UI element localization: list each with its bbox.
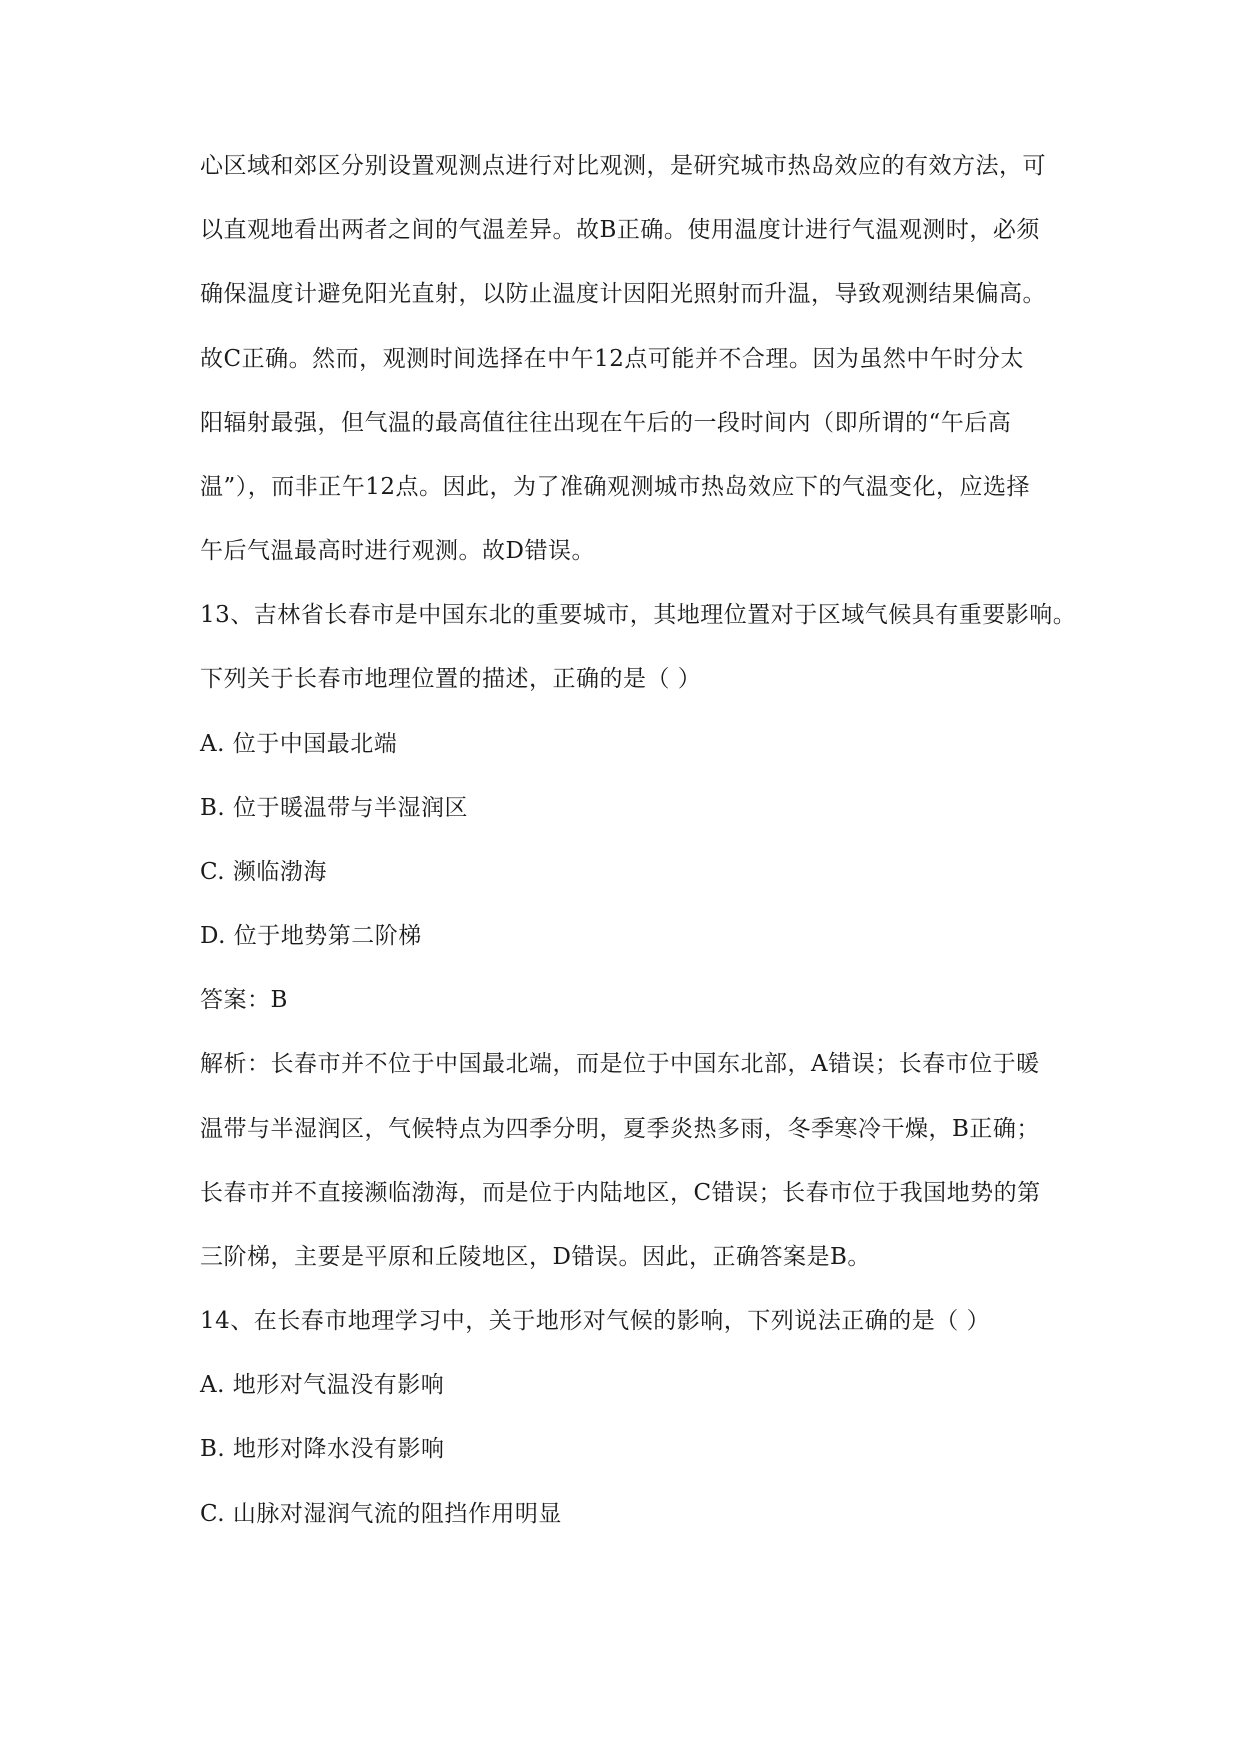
paragraph-line-5: 阳辐射最强，但气温的最高值往往出现在午后的一段时间内（即所谓的“午后高 — [200, 410, 1012, 436]
question-13-option-b: B. 位于暖温带与半湿润区 — [200, 795, 469, 821]
question-14-stem: 14、在长春市地理学习中，关于地形对气候的影响，下列说法正确的是（ ） — [200, 1308, 991, 1334]
paragraph-line-4: 故C正确。然而，观测时间选择在中午12点可能并不合理。因为虽然中午时分太 — [200, 346, 1024, 372]
question-13-explanation-line-3: 长春市并不直接濒临渤海，而是位于内陆地区，C错误；长春市位于我国地势的第 — [200, 1180, 1041, 1206]
question-13-answer: 答案：B — [200, 987, 288, 1013]
question-13-stem-line-1: 13、吉林省长春市是中国东北的重要城市，其地理位置对于区域气候具有重要影响。 — [200, 602, 1077, 628]
paragraph-line-1: 心区域和郊区分别设置观测点进行对比观测，是研究城市热岛效应的有效方法，可 — [200, 153, 1046, 179]
question-13-explanation-line-1: 解析：长春市并不位于中国最北端，而是位于中国东北部，A错误；长春市位于暖 — [200, 1051, 1040, 1077]
question-13-option-d: D. 位于地势第二阶梯 — [200, 923, 422, 949]
question-13-stem-line-2: 下列关于长春市地理位置的描述，正确的是（ ） — [200, 666, 702, 692]
paragraph-line-3: 确保温度计避免阳光直射，以防止温度计因阳光照射而升温，导致观测结果偏高。 — [200, 281, 1046, 307]
question-13-option-c: C. 濒临渤海 — [200, 859, 327, 885]
question-13-explanation-line-2: 温带与半湿润区，气候特点为四季分明，夏季炎热多雨，冬季寒冷干燥，B正确； — [200, 1116, 1040, 1142]
question-14-option-c: C. 山脉对湿润气流的阻挡作用明显 — [200, 1501, 562, 1527]
paragraph-line-6: 温”），而非正午12点。因此，为了准确观测城市热岛效应下的气温变化，应选择 — [200, 474, 1031, 500]
question-13-option-a: A. 位于中国最北端 — [200, 731, 398, 757]
question-14-option-a: A. 地形对气温没有影响 — [200, 1372, 445, 1398]
question-14-option-b: B. 地形对降水没有影响 — [200, 1436, 445, 1462]
question-13-explanation-line-4: 三阶梯，主要是平原和丘陵地区，D错误。因此，正确答案是B。 — [200, 1244, 871, 1270]
paragraph-line-7: 午后气温最高时进行观测。故D错误。 — [200, 538, 595, 564]
paragraph-line-2: 以直观地看出两者之间的气温差异。故B正确。使用温度计进行气温观测时，必须 — [200, 217, 1040, 243]
